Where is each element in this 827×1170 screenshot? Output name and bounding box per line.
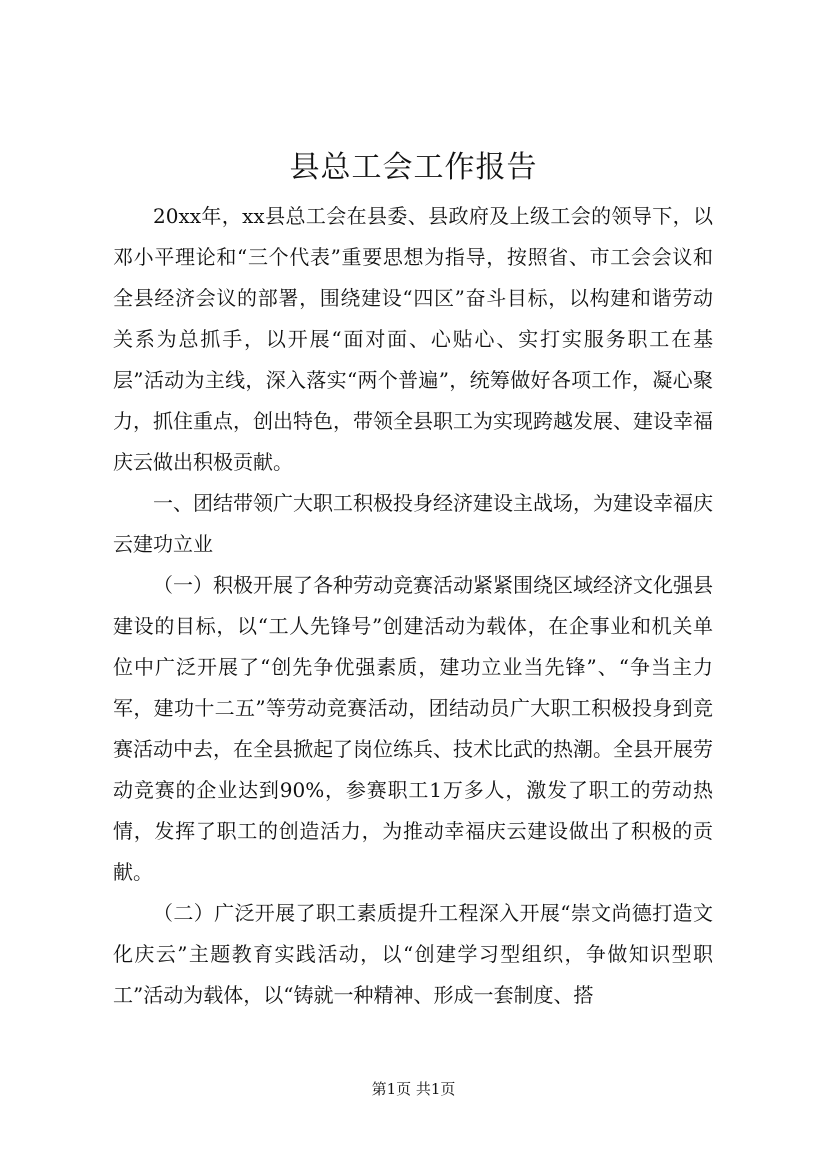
paragraph-intro: 20xx年，xx县总工会在县委、县政府及上级工会的领导下，以邓小平理论和“三个代表”重要思想为指导，按照省、市工会会议和全县经济会议的部署，围绕建设“四区”奋斗目标，以构建和谐劳动关系为总抓手，以开展“面对面、心贴心、实打实服务职工在基层”活动为主线，深入落实“两个普遍”，统筹做好各项工作，凝心聚力，抓住重点，创出特色，带领全县职工为实现跨越发展、建设幸福庆云做出积极贡献。 (113, 204, 713, 474)
document-body (113, 196, 713, 1016)
paragraph-section-heading: 一、团结带领广大职工积极投身经济建设主战场，为建设幸福庆云建功立业 (113, 491, 713, 556)
page-footer: 第1页 共1页 (371, 1080, 456, 1098)
paragraph-subsection-2: （二）广泛开展了职工素质提升工程深入开展“崇文尚德打造文化庆云”主题教育实践活动，以“创建学习型组织，争做知识型职工”活动为载体，以“铸就一种精神、形成一套制度、搭 (113, 901, 713, 1007)
document-title: 县总工会工作报告 (289, 150, 538, 185)
paragraph-subsection-1: （一）积极开展了各种劳动竞赛活动紧紧围绕区域经济文化强县建设的目标，以“工人先锋号”创建活动为载体，在企事业和机关单位中广泛开展了“创先争优强素质，建功立业当先锋”、“争当主力军，建功十二五”等劳动竞赛活动，团结动员广大职工积极投身到竞赛活动中去，在全县掀起了岗位练兵、技术比武的热潮。全县开展劳动竞赛的企业达到90%，参赛职工1万多人，激发了职工的劳动热情，发挥了职工的创造活力，为推动幸福庆云建设做出了积极的贡献。 (113, 573, 713, 884)
